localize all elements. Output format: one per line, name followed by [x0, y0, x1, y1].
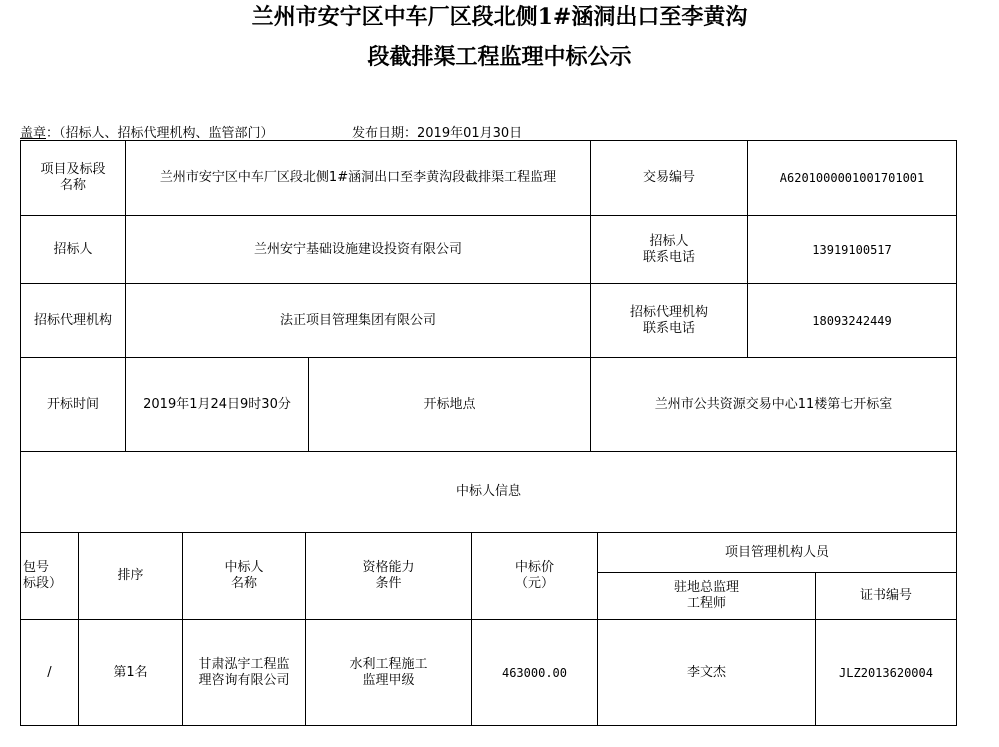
tenderer-value: 兰州安宁基础设施建设投资有限公司 — [126, 216, 591, 284]
cell-name: 甘肃泓宇工程监 理咨询有限公司 — [183, 620, 306, 726]
header-rank: 排序 — [79, 533, 183, 620]
cell-cert: JLZ2013620004 — [816, 620, 957, 726]
project-label: 项目及标段 名称 — [21, 141, 126, 216]
agency-value: 法正项目管理集团有限公司 — [126, 284, 591, 358]
trade-no-label: 交易编号 — [591, 141, 748, 216]
open-place-value: 兰州市公共资源交易中心11楼第七开标室 — [591, 358, 957, 452]
agency-phone-label: 招标代理机构 联系电话 — [591, 284, 748, 358]
tenderer-phone-label: 招标人 联系电话 — [591, 216, 748, 284]
open-time-label: 开标时间 — [21, 358, 126, 452]
header-cert: 证书编号 — [816, 573, 957, 620]
header-name: 中标人 名称 — [183, 533, 306, 620]
header-engineer: 驻地总监理 工程师 — [598, 573, 816, 620]
tenderer-row — [21, 216, 957, 284]
tenderer-label: 招标人 — [21, 216, 126, 284]
winner-header-row — [21, 533, 957, 573]
winner-table — [20, 532, 957, 726]
page-title-line2: 段截排渠工程监理中标公示 — [367, 44, 632, 70]
agency-row — [21, 284, 957, 358]
table-row — [21, 620, 957, 726]
header-staff-group: 项目管理机构人员 — [598, 533, 957, 573]
seal-label: 盖章 — [20, 126, 47, 141]
project-row — [21, 141, 957, 216]
publish-date: 发布日期：2019年01月30日 — [352, 126, 523, 141]
agency-label: 招标代理机构 — [21, 284, 126, 358]
project-value: 兰州市安宁区中车厂区段北侧1#涵洞出口至李黄沟段截排渠工程监理 — [126, 141, 591, 216]
header-package: 包号 标段） — [21, 533, 79, 620]
open-place-label: 开标地点 — [309, 358, 591, 452]
seal-note — [20, 122, 274, 141]
seal-note-text: ：（招标人、招标代理机构、监管部门） — [46, 126, 274, 141]
cell-package: / — [21, 620, 79, 726]
header-qualification: 资格能力 条件 — [306, 533, 472, 620]
cell-rank: 第1名 — [79, 620, 183, 726]
cell-engineer: 李文杰 — [598, 620, 816, 726]
winner-section-row — [21, 452, 957, 533]
project-info-table — [20, 140, 957, 533]
open-time-value: 2019年1月24日9时30分 — [126, 358, 309, 452]
cell-price: 463000.00 — [472, 620, 598, 726]
header-price: 中标价 （元） — [472, 533, 598, 620]
tenderer-phone-value: 13919100517 — [748, 216, 957, 284]
agency-phone-value: 18093242449 — [748, 284, 957, 358]
cell-qualification: 水利工程施工 监理甲级 — [306, 620, 472, 726]
winner-section-title: 中标人信息 — [21, 452, 957, 533]
trade-no-value: A6201000001001701001 — [748, 141, 957, 216]
page-title-line1: 兰州市安宁区中车厂区段北侧1#涵洞出口至李黄沟 — [251, 4, 748, 30]
open-row — [21, 358, 957, 452]
